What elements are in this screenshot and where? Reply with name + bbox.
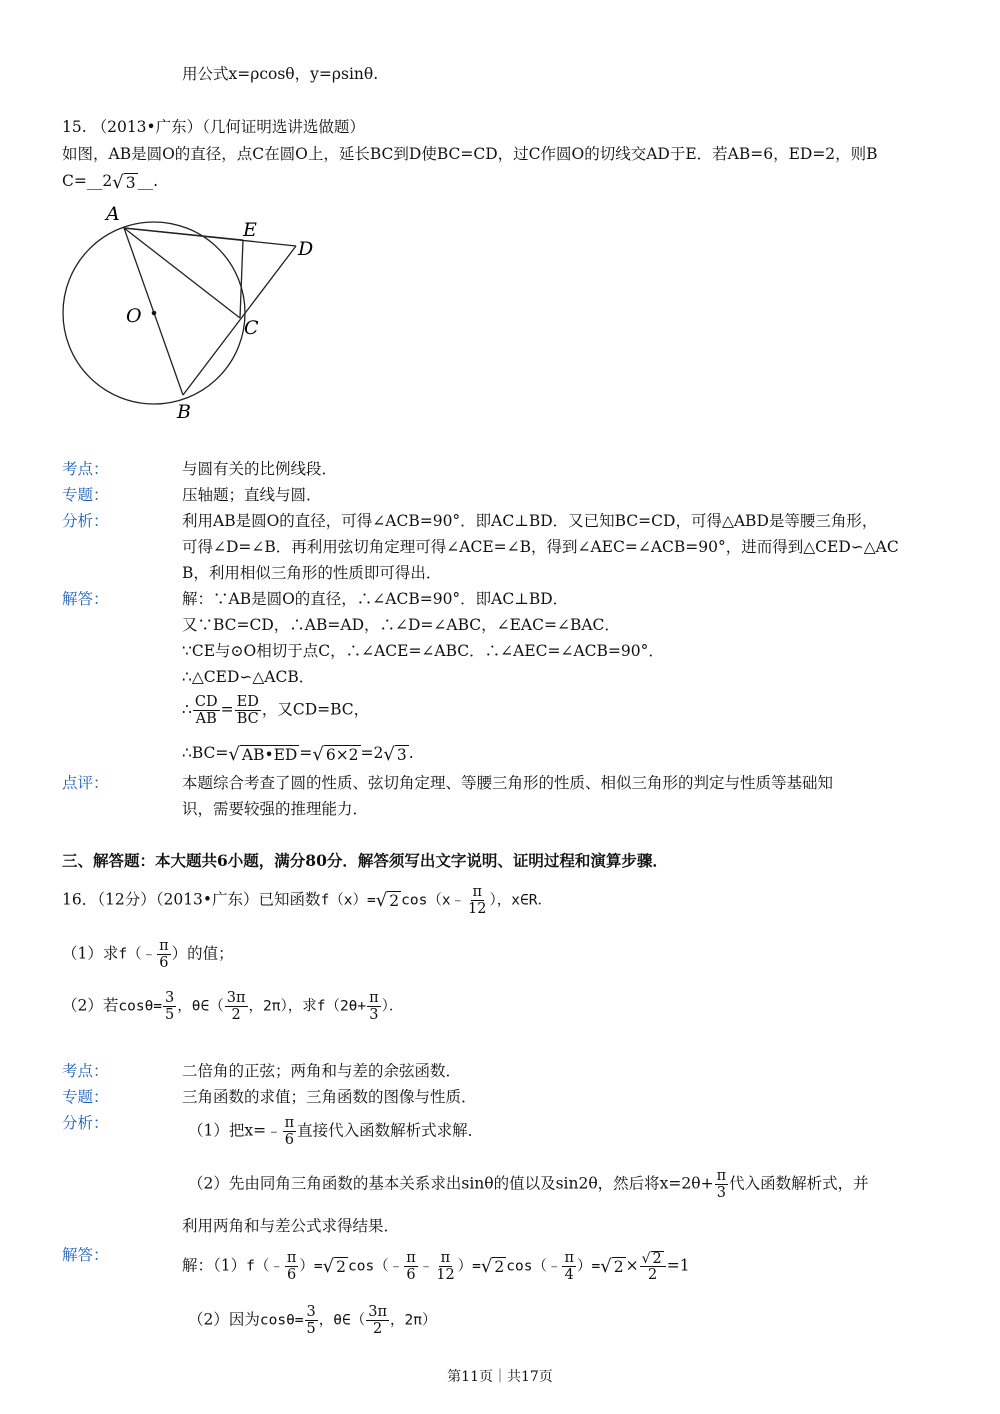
radicand: 2 [613,1258,624,1276]
frac-cd-ab [193,694,220,727]
answer-suffix: __. [137,172,159,190]
q15-jieda-label: 解答： [62,590,109,608]
frac-pi-6 [157,938,171,971]
frac-3-5 [305,1304,318,1337]
part2-mid: ，2π），求 [248,998,317,1015]
q15-kaodian: 与圆有关的比例线段． [182,460,338,478]
answer-sqrt: √ 3 [112,171,136,193]
frac-den: 3 [716,1185,726,1201]
q16-part1 [62,938,234,971]
frac-den: 4 [564,1267,574,1283]
bc-eq2: =2 [360,744,384,762]
q15-stem-line2 [62,170,158,192]
center-dot [152,311,157,316]
line-ce [240,240,243,318]
jieda1-f: ）= [577,1258,601,1275]
q16-source: （2013•广东）已知函数 [155,890,321,909]
q16-zhuanti-label: 专题： [62,1088,109,1106]
label-c: C [244,317,259,339]
frac-num: ED [236,694,259,710]
frac-num: π [284,1115,295,1131]
part2-f: f（2θ+ [316,998,367,1015]
q16-cos: cos（x﹣ [401,892,466,909]
frac-den: 12 [468,901,487,917]
radicand: 2 [494,1258,505,1276]
q16-part2 [62,990,403,1023]
frac-pi-6 [283,1115,297,1148]
sqrt-6x2: √ 6×2 [312,743,359,765]
q16-jieda-line2 [188,1304,436,1337]
part2-prefix: （2）若 [62,996,119,1015]
part2-theta: ，θ∈（ [177,998,224,1015]
q16-jieda-line1 [182,1250,690,1283]
frac-num [640,1250,666,1267]
part1-f: f（﹣ [118,946,157,963]
bc-eq: = [299,744,313,762]
sqrt-2: √ 2 [322,1256,346,1277]
part1-tail: ）的值； [171,944,234,963]
frac-3-5 [163,990,176,1023]
frac-pi-3 [715,1168,729,1201]
q16-score: （12分） [97,890,156,909]
jieda2-prefix: （2）因为 [188,1310,260,1329]
jieda1-prefix: 解：（1） [182,1256,247,1275]
q16-fenxi-line1 [188,1115,483,1148]
line-bd [183,246,296,395]
frac-den: 2 [648,1267,658,1283]
q16-kaodian-label: 考点： [62,1062,109,1080]
jieda2-cos: cosθ= [259,1312,304,1329]
q15-jieda-line2: 又∵BC=CD，∴AB=AD，∴∠D=∠ABC，∠EAC=∠BAC． [182,616,620,634]
frac-den: 6 [159,955,169,971]
q15-fenxi-line1: 利用AB是圆O的直径，可得∠ACB=90°．即AC⊥BD．又已知BC=CD，可得△ABD是等腰三角形， [182,512,878,530]
q15-dianping-line2: 识，需要较强的推理能力． [182,800,369,818]
frac-den: 3 [369,1007,379,1023]
label-o: O [126,305,142,327]
q16-sqrt2: √ 2 [375,890,400,911]
jieda1-c: cos（﹣ [347,1258,404,1275]
q16-fenxi-line2 [188,1168,869,1201]
ratio-suffix: ，又CD=BC， [261,700,370,719]
q15-bc-line [182,742,414,764]
frac-3pi-2 [225,990,248,1023]
q15-source: （2013•广东）（几何证明选讲选做题） [91,118,365,136]
jieda1-d: ）= [457,1258,481,1275]
jieda2-theta: ，θ∈（ [318,1312,366,1329]
q16-fenxi-label: 分析： [62,1114,109,1132]
fenxi2-prefix: （2）先由同角三角函数的基本关系求出sinθ的值以及sin2θ，然后将x=2θ+ [188,1174,714,1193]
radicand: 2 [652,1250,662,1267]
frac-den: 6 [287,1267,297,1283]
q15-number: 15. [62,118,87,136]
q15-jieda-line1: 解：∵AB是圆O的直径，∴∠ACB=90°．即AC⊥BD． [182,590,569,608]
q15-zhuanti: 压轴题；直线与圆． [182,486,322,504]
frac-num: CD [194,694,218,710]
q15-kaodian-label: 考点： [62,460,109,478]
part1-prefix: （1）求 [62,944,119,963]
q16-stem [62,884,552,917]
frac-num: π [472,884,483,900]
frac-den: 6 [406,1267,416,1283]
q15-fenxi-line2: 可得∠D=∠B．再利用弦切角定理可得∠ACE=∠B，得到∠AEC=∠ACB=90°，进而得到△CED∽△AC [182,538,899,556]
frac-num: 3 [306,1304,316,1320]
q15-header [62,116,365,138]
q15-jieda-line4: ∴△CED∽△ACB． [182,668,315,686]
sqrt-3: √ 3 [383,743,407,765]
label-e: E [243,219,257,241]
bc-end: . [408,744,414,762]
frac-ed-bc [235,694,261,727]
q15-answer [86,171,159,193]
part2-tail: ）． [381,998,404,1015]
answer-radicand: 3 [125,173,136,192]
frac-pi-6 [285,1250,299,1283]
q15-fenxi-line3: B，利用相似三角形的性质即可得出． [182,564,442,582]
frac-num: 3 [165,990,175,1006]
q16-fenxi-line3: 利用两角和与差公式求得结果． [182,1217,400,1235]
label-b: B [177,401,191,423]
frac-pi-4 [562,1250,576,1283]
bc-prefix: ∴BC= [182,744,229,762]
fenxi1-prefix: （1）把x=﹣ [188,1121,282,1140]
frac-pi-12 [434,1250,456,1283]
frac-num: 3π [226,990,246,1006]
q15-zhuanti-label: 专题： [62,486,109,504]
q16-tail: ），x∈R． [489,892,552,909]
fenxi1-tail: 直接代入函数解析式求解． [297,1121,484,1140]
q15-jieda-line3: ∵CE与⊙O相切于点C，∴∠ACE=∠ABC．∴∠AEC=∠ACB=90°． [182,642,664,660]
fenxi2-tail: 代入函数解析式，并 [729,1174,869,1193]
q16-number: 16． [62,890,98,909]
sqrt-ab-ed: √ AB•ED [228,743,298,765]
frac-num: 3π [368,1304,387,1320]
radicand: 2 [336,1258,346,1276]
radicand: 2 [389,892,400,910]
jieda1-minus: ﹣ [418,1258,434,1275]
jieda1-b: ）= [299,1258,323,1275]
frac-den: 2 [373,1321,383,1337]
frac-den: 5 [165,1007,175,1023]
frac-num: π [564,1250,574,1266]
q16-jieda-label: 解答： [62,1246,109,1264]
radicand: 3 [396,745,407,764]
q16-zhuanti: 三角函数的求值；三角函数的图像与性质． [182,1088,477,1106]
frac-num: π [286,1250,297,1266]
q15-stem-line1: 如图，AB是圆O的直径，点C在圆O上，延长BC到D使BC=CD，过C作圆O的切线交AD于E．若AB=6，ED=2，则B [62,145,878,163]
jieda1-times: × [625,1256,639,1275]
q16-kaodian: 二倍角的正弦；两角和与差的余弦函数． [182,1062,462,1080]
frac-den: AB [195,711,217,727]
q15-fenxi-label: 分析： [62,512,109,530]
jieda1-a: f（﹣ [246,1258,284,1275]
radicand: AB•ED [241,745,298,764]
frac-den: 6 [284,1132,294,1148]
frac-sqrt2-2 [640,1250,666,1283]
jieda1-e: cos（﹣ [506,1258,562,1275]
frac-den: 12 [436,1267,455,1283]
q15-dianping-label: 点评： [62,774,109,792]
sqrt-2: √ 2 [641,1250,662,1267]
formula-line: 用公式x=ρcosθ，y=ρsinθ. [182,65,379,83]
q15-dianping-line1: 本题综合考查了圆的性质、弦切角定理、等腰三角形的性质、相似三角形的判定与性质等基础知 [182,774,834,792]
frac-num: π [440,1250,451,1266]
frac-pi-12 [466,884,488,917]
frac-den: BC [236,711,259,727]
frac-3pi-2 [366,1304,389,1337]
ratio-prefix: ∴ [182,700,192,719]
label-d: D [298,238,314,260]
frac-pi-6 [404,1250,418,1283]
geometry-figure [58,200,328,425]
line-ae [124,228,243,240]
q15-stem-prefix: C= [62,172,87,190]
q15-ratio-line [182,694,369,727]
part2-cos: cosθ= [118,998,163,1015]
section3-title: 三、解答题：本大题共6小题，满分80分．解答须写出文字说明、证明过程和演算步骤． [62,851,668,870]
jieda2-tail: ，2π） [390,1312,437,1329]
frac-den: 2 [231,1007,241,1023]
frac-pi-3 [367,990,381,1023]
q16-func: f（x）= [320,892,376,909]
frac-den: 5 [306,1321,316,1337]
frac-num: π [406,1250,416,1266]
sqrt-2: √ 2 [600,1256,624,1277]
label-a: A [106,203,120,225]
answer-prefix: __2 [86,172,113,190]
frac-num: π [159,938,169,954]
jieda1-end: =1 [666,1256,690,1275]
ratio-eq: = [220,700,234,719]
page-footer: 第11页｜共17页 [447,1369,553,1385]
radicand: 6×2 [325,745,359,764]
frac-num: π [369,990,379,1006]
sqrt-2: √ 2 [480,1256,505,1277]
frac-num: π [716,1168,727,1184]
